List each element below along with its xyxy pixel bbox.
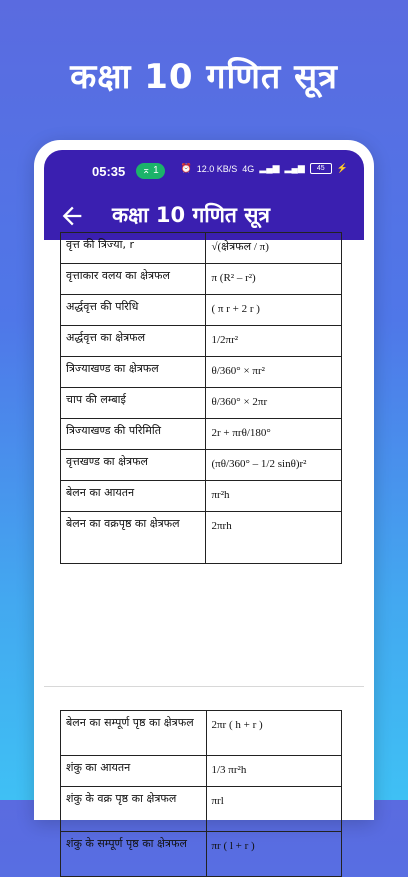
app-bar — [44, 150, 364, 240]
promo-title: कक्षा 10 गणित सूत्र — [70, 57, 338, 97]
page-divider — [44, 686, 364, 700]
formula-name: बेलन का सम्पूर्ण पृष्ठ का क्षेत्रफल — [61, 711, 207, 756]
status-time: 05:35 — [92, 164, 126, 179]
formula-value: 2r + πrθ/180° — [206, 419, 342, 450]
formula-value: πrl — [206, 787, 342, 832]
table-row — [61, 450, 342, 481]
signal-icon: ▂▄▆ — [259, 163, 280, 173]
table-row — [61, 756, 342, 787]
formula-name: शंकु का आयतन — [61, 756, 207, 787]
table-row — [61, 481, 342, 512]
table-row — [61, 357, 342, 388]
table-row — [61, 233, 342, 264]
formula-name: वृत्तखण्ड का क्षेत्रफल — [61, 450, 206, 481]
table-row — [61, 264, 342, 295]
formula-value: θ/360° × πr² — [206, 357, 342, 388]
formula-value: 2πr ( h + r ) — [206, 711, 342, 756]
table-row — [61, 711, 342, 756]
formula-table — [60, 232, 342, 564]
formula-table — [60, 710, 342, 877]
wifi-icon: ▂▄▆ — [284, 163, 305, 173]
battery-icon: 45 — [310, 163, 332, 174]
alarm-icon: ⏰ — [180, 163, 192, 173]
formula-name: शंकु के वक्र पृष्ठ का क्षेत्रफल — [61, 787, 207, 832]
formula-value: 1/2πr² — [206, 326, 342, 357]
table-row — [61, 326, 342, 357]
network-type: 4G — [242, 163, 255, 174]
formula-value: θ/360° × 2πr — [206, 388, 342, 419]
formula-name: शंकु के सम्पूर्ण पृष्ठ का क्षेत्रफल — [61, 832, 207, 877]
formula-name: त्रिज्याखण्ड का क्षेत्रफल — [61, 357, 206, 388]
formula-value: 1/3 πr²h — [206, 756, 342, 787]
formula-value: πr ( l + r ) — [206, 832, 342, 877]
table-row — [61, 787, 342, 832]
formula-value: πr²h — [206, 481, 342, 512]
arrow-left-icon — [58, 202, 86, 230]
table-row — [61, 832, 342, 877]
formula-value: π (R² – r²) — [206, 264, 342, 295]
formula-name: त्रिज्याखण्ड की परिमिति — [61, 419, 206, 450]
formula-value: √(क्षेत्रफल / π) — [206, 233, 342, 264]
formula-name: बेलन का वक्रपृष्ठ का क्षेत्रफल — [61, 512, 206, 564]
status-icons — [181, 163, 348, 174]
status-bar — [44, 150, 364, 192]
formula-value: 2πrh — [206, 512, 342, 564]
formula-name: अर्द्धवृत्त की परिधि — [61, 295, 206, 326]
formula-content[interactable] — [34, 238, 374, 852]
formula-name: वृत्त की त्रिज्या, r — [61, 233, 206, 264]
formula-name: अर्द्धवृत्त का क्षेत्रफल — [61, 326, 206, 357]
back-button[interactable] — [58, 202, 86, 230]
formula-name: चाप की लम्बाई — [61, 388, 206, 419]
formula-value: ( π r + 2 r ) — [206, 295, 342, 326]
table-row — [61, 512, 342, 564]
status-notification-badge: ⌅ 1 — [136, 163, 165, 179]
formula-name: वृत्ताकार वलय का क्षेत्रफल — [61, 264, 206, 295]
table-row — [61, 419, 342, 450]
phone-frame — [34, 140, 374, 852]
table-row — [61, 388, 342, 419]
table-row — [61, 295, 342, 326]
charging-icon: ⚡ — [336, 163, 348, 173]
formula-value: (πθ/360° – 1/2 sinθ)r² — [206, 450, 342, 481]
formula-name: बेलन का आयतन — [61, 481, 206, 512]
page-title: कक्षा 10 गणित सूत्र — [112, 203, 270, 227]
network-speed: 12.0 KB/S — [196, 163, 238, 174]
